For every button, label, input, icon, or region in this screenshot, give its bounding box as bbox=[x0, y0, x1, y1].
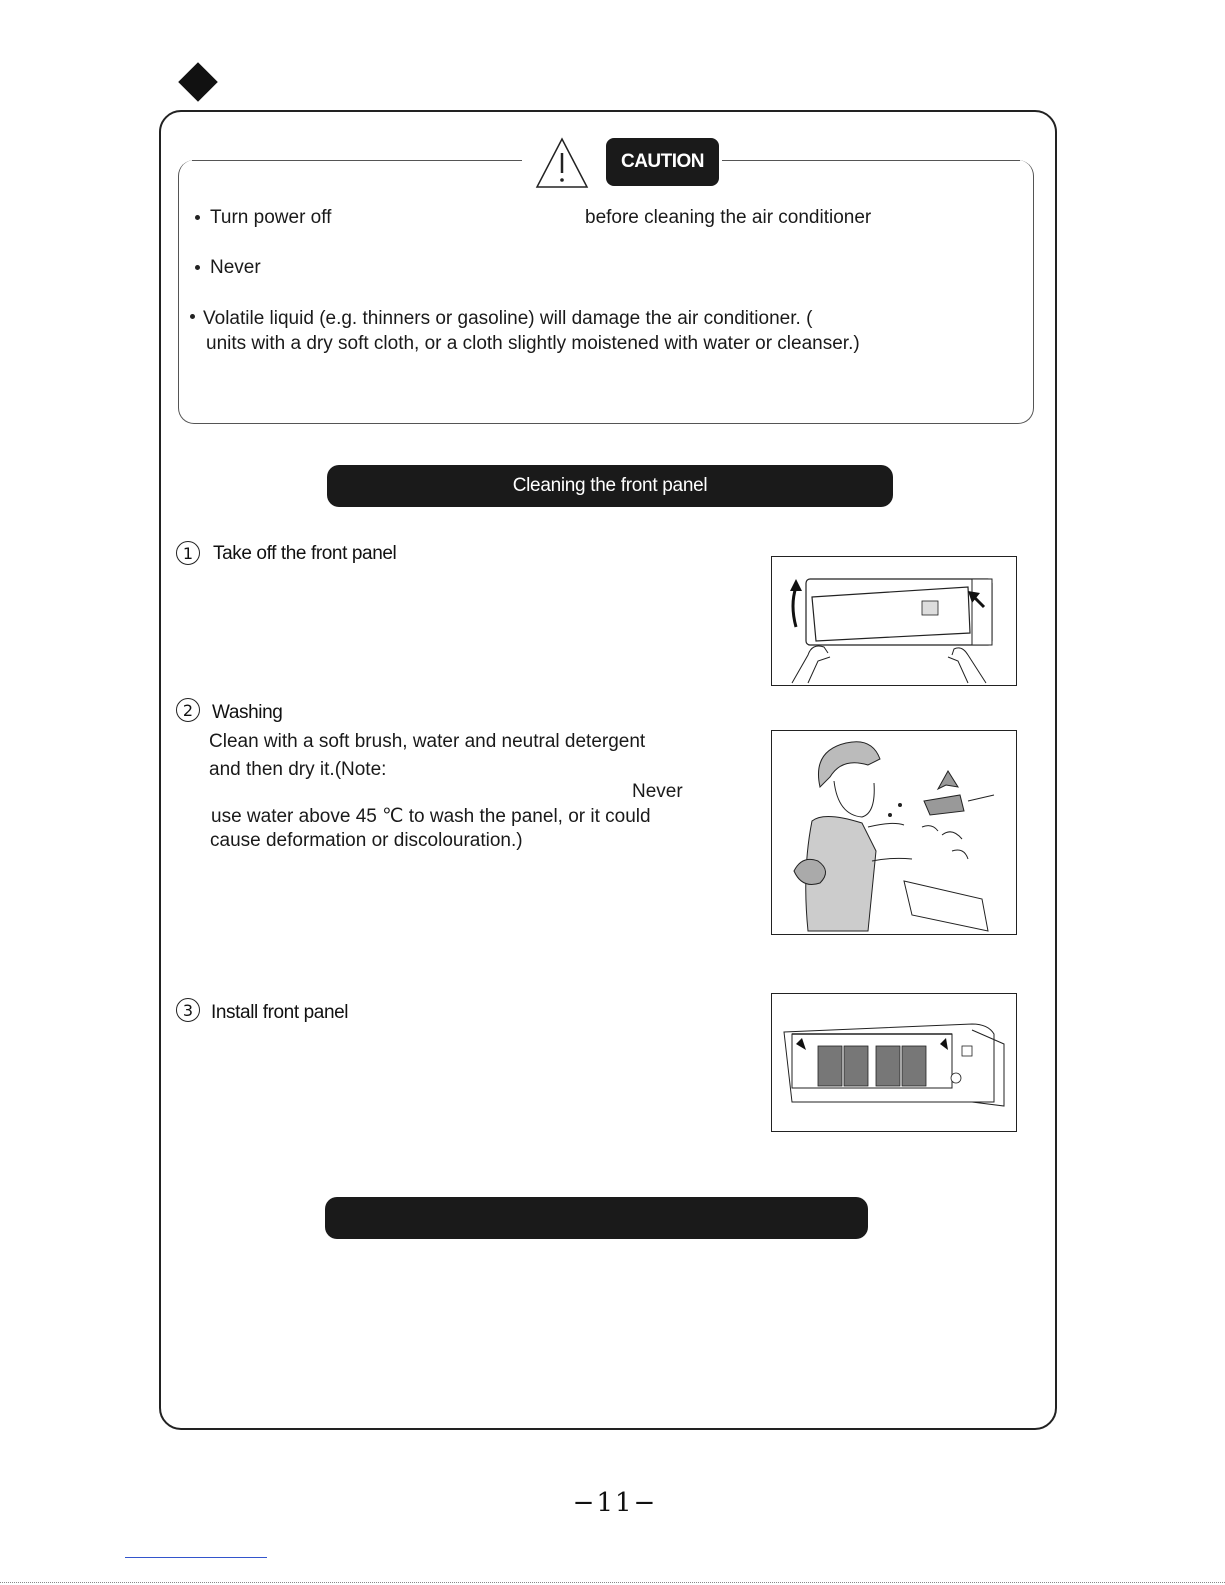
caution-badge: CAUTION bbox=[606, 138, 719, 186]
step-1-title: Take off the front panel bbox=[213, 543, 397, 564]
figure-washing-panel bbox=[771, 730, 1017, 935]
figure-install-front-panel bbox=[771, 993, 1017, 1132]
step-2-text-line-2: and then dry it.(Note: bbox=[209, 759, 387, 780]
caution-bullet-3 bbox=[190, 308, 812, 330]
caution-bullet-3-line-1: Volatile liquid (e.g. thinners or gasoline) will damage the air conditioner. ( bbox=[203, 308, 813, 329]
step-number-2: 2 bbox=[176, 698, 200, 722]
washing-illustration bbox=[772, 731, 1015, 933]
caution-bullet-2-text: Never bbox=[210, 257, 261, 278]
caution-bullet-1-end: before cleaning the air conditioner bbox=[585, 207, 872, 228]
caution-bullet-1 bbox=[195, 207, 331, 229]
bullet-dot bbox=[190, 314, 195, 319]
bullet-dot bbox=[195, 215, 200, 220]
section-header-label: Cleaning the front panel bbox=[512, 475, 708, 496]
page-edge-dotted-line bbox=[0, 1582, 1225, 1583]
install-panel-illustration bbox=[772, 994, 1015, 1130]
caution-bullet-3-line-2: units with a dry soft cloth, or a cloth slightly moistened with water or cleanser.) bbox=[206, 333, 860, 354]
step-number-1: 1 bbox=[176, 541, 200, 565]
step-2-title: Washing bbox=[212, 702, 283, 723]
caution-top-rule-left bbox=[192, 160, 522, 161]
caution-bullet-2 bbox=[195, 257, 261, 279]
step-2-text-line-3: Never bbox=[632, 781, 683, 802]
caution-bullet-1-start: Turn power off bbox=[210, 207, 332, 228]
step-2-text-line-4: use water above 45 ℃ to wash the panel, or it could bbox=[211, 806, 651, 827]
step-3-title: Install front panel bbox=[211, 1002, 349, 1023]
remove-panel-illustration bbox=[772, 557, 1015, 684]
section-marker-diamond bbox=[178, 62, 218, 102]
figure-remove-front-panel bbox=[771, 556, 1017, 686]
section-header-2 bbox=[325, 1197, 868, 1239]
warning-triangle-icon bbox=[535, 137, 589, 189]
step-2-text-line-5: cause deformation or discolouration.) bbox=[210, 830, 523, 851]
page-number: −11− bbox=[572, 1488, 658, 1518]
step-2-text-line-1: Clean with a soft brush, water and neutral detergent bbox=[209, 731, 646, 752]
footer-rule bbox=[125, 1557, 267, 1558]
step-number-3: 3 bbox=[176, 998, 200, 1022]
caution-top-rule-right bbox=[722, 160, 1020, 161]
bullet-dot bbox=[195, 265, 200, 270]
caution-box bbox=[178, 160, 1034, 424]
section-header-cleaning-front-panel bbox=[327, 465, 893, 507]
